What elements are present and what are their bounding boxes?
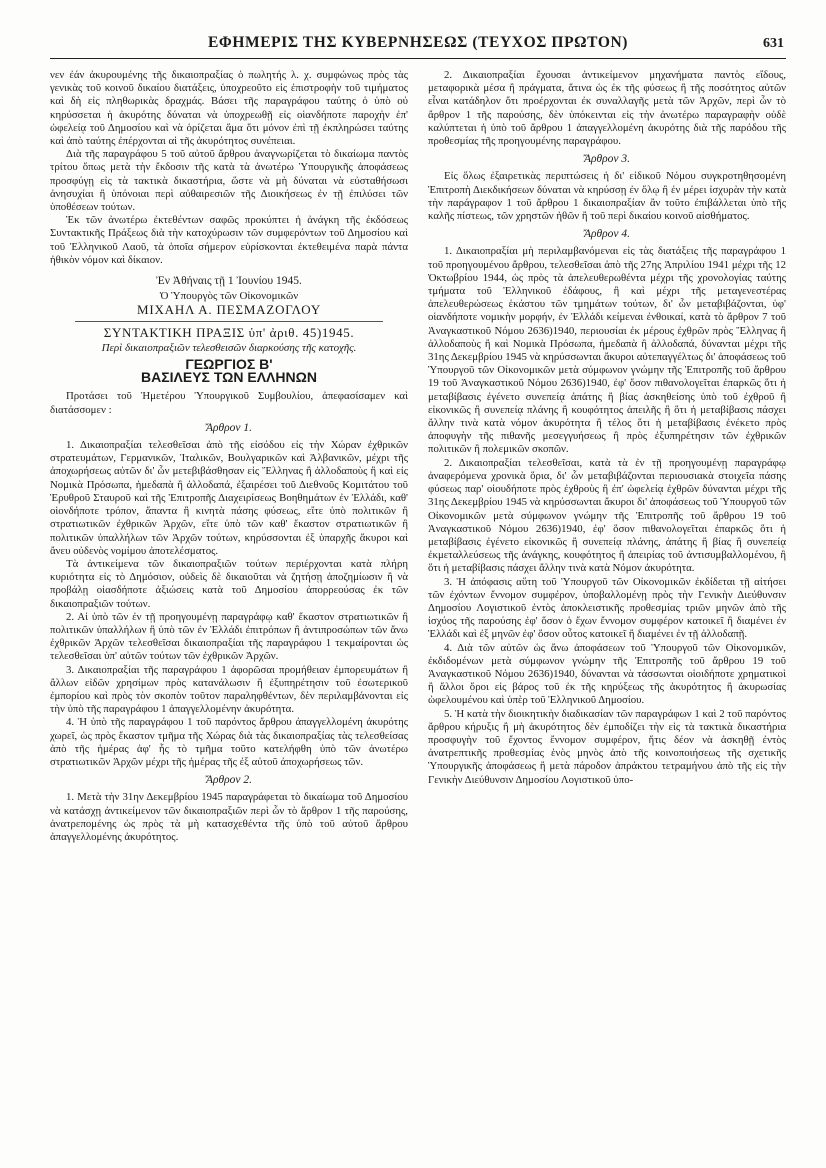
paragraph: Διὰ τῆς παραγράφου 5 τοῦ αὐτοῦ ἄρθρου ἀναγνωρίζεται τὸ δικαίωμα παντὸς τρίτου ὅπως μετὰ τὴν ἔκδοσιν τῆς κατὰ τὰ ἀνωτέρω Ὑπουργικῆς ἀποφάσεως προσφύγῃ εἰς τὰ τακτικὰ δικαστήρια, ὥστε νὰ μὴ δύναται νὰ εὐσταθήσωσι ἀνησυχίαι ἢ ὑπόνοιαι περὶ αὐθαιρεσιῶν τῆς Διοικήσεως ἐν τῇ ἐπιλύσει τῶν ὑποθέσεων τούτων. [50,148,408,214]
paragraph: 2. Δικαιοπραξίαι τελεσθεῖσαι, κατὰ τὰ ἐν τῇ προηγουμένῃ παραγράφῳ ἀναφερόμενα χρονικὰ ὅρια, δι' ὧν μεταβιβάζονται περιουσιακὰ στοιχεῖα πάσης φύσεως παρ' οἱουδήποτε πρὸς ἐχθροὺς ἢ ἐπ' ὠφελείᾳ ἐχθρῶν δύνανται μέχρι τῆς 31ης Δεκεμβρίου 1945 νὰ κηρύσσωνται ἄκυροι δι' ἀποφάσεως τοῦ Ὑπουργοῦ τῶν Οἰκονομικῶν μετὰ σύμφωνον γνώμην τῆς Ἐπιτροπῆς τοῦ ἄρθρου 19 τοῦ Ἀναγκαστικοῦ Νόμου 2636)1940, ἐφ' ὅσον πιθανολογεῖται ἐπαρκῶς ὅτι ἡ μεταβίβασις ἐγένετο εἰκονικῶς ἢ συνεπείᾳ πλάνης, ἀπάτης ἢ βίας ἢ συνεπείᾳ ἐκμεταλλεύσεως τῆς ἀνάγκης, κουφότητος ἢ ἀπειρίας τοῦ ἀντισυμβαλλομένου, ἢ ὅτι ἡ μεταβίβασις πάσχει ἄλλην τινὰ κατὰ Νόμον ἀκυρότητα. [428,456,786,575]
paragraph: Ἐκ τῶν ἀνωτέρω ἐκτεθέντων σαφῶς προκύπτει ἡ ἀνάγκη τῆς ἐκδόσεως Συντακτικῆς Πράξεως διὰ τὴν κατοχύρωσιν τῶν συμφερόντων τοῦ Δημοσίου καὶ τοῦ Ἑλληνικοῦ Λαοῦ, τὰ ὁποῖα σήμερον εὑρίσκονται ἐκτεθειμένα παρὰ πάντα ἠθικὸν νόμον καὶ δίκαιον. [50,214,408,266]
paragraph: 4. Διὰ τῶν αὐτῶν ὡς ἄνω ἀποφάσεων τοῦ Ὑπουργοῦ τῶν Οἰκονομικῶν, ἐκδιδομένων μετὰ σύμφωνον γνώμην τῆς Ἐπιτροπῆς τοῦ ἄρθρου 19 τοῦ Ἀναγκαστικοῦ Νόμου 2636)1940, δύνανται νὰ τάσσωνται οἱοιδήποτε χρηματικοὶ ἢ ἄλλοι ὅροι εἰς βάρος τοῦ ἐκ τῆς κηρύξεως τῆς ἀκυρότητος ἢ ἀκυρωσίας ὠφελουμένου καὶ ὑπὲρ τοῦ Ἑλληνικοῦ Δημοσίου. [428,641,786,707]
paragraph: 3. Ἡ ἀπόφασις αὕτη τοῦ Ὑπουργοῦ τῶν Οἰκονομικῶν ἐκδίδεται τῇ αἰτήσει τῶν ἐχόντων ἔννομον συμφέρον, ὑποβαλλομένῃ πρὸς τὴν Γενικὴν Διεύθυνσιν Δημοσίου Λογιστικοῦ ἐντὸς ἀποκλειστικῆς προθεσμίας τριῶν μηνῶν ἀπὸ τῆς ἰσχύος τῆς παρούσης ἐφ' ὅσον ὁ ἔχων ἔννομον συμφέρον κατοικεῖ ἢ διαμένει ἐν Ἑλλάδι καὶ ἐξ μηνῶν ἐφ' ὅσον οὗτος κατοικεῖ ἢ διαμένει ἐν τῇ ἀλλοδαπῇ. [428,575,786,641]
article-heading: Ἄρθρον 1. [205,421,253,434]
text-columns [50,69,786,844]
paragraph: 4. Ἡ ὑπὸ τῆς παραγράφου 1 τοῦ παρόντος ἄρθρου ἀπαγγελλομένη ἀκυρότης χωρεῖ, ὡς πρὸς ἕκαστον τμῆμα τῆς Χώρας διὰ τὰς δικαιοπραξίας τὰς τελεσθείσας ἀπὸ τῆς ἡμέρας ἀφ' ἧς τὸ τμῆμα τοῦτο κατελήφθη ὑπὸ τῶν ἀνωτέρω στρατιωτικῶν Ἀρχῶν μέχρι τῆς ἡμέρας τῆς ἐξ αὐτοῦ ἀποχωρήσεως τῶν. [50,716,408,768]
act-title: ΣΥΝΤΑΚΤΙΚΗ ΠΡΑΞΙΣ ὑπ' ἀριθ. 45)1945. [75,321,383,339]
right-column [428,69,786,844]
king-title: ΒΑΣΙΛΕΥΣ ΤΩΝ ΕΛΛΗΝΩΝ [141,369,317,386]
act-subtitle: Περὶ δικαιοπραξιῶν τελεσθεισῶν διαρκούσης τῆς κατοχῆς. [101,341,357,354]
paragraph: Εἰς ὅλως ἐξαιρετικὰς περιπτώσεις ἡ δι' εἰδικοῦ Νόμου συγκροτηθησομένη Ἐπιτροπὴ Διεκδικήσεων δύναται νὰ κηρύσσῃ ἐν ὅλῳ ἢ ἐν μέρει ἰσχυρὰν τὴν κατὰ τὴν παράγραφον 1 τοῦ ἄρθρου 1 δικαιοπραξίαν ἂν τοῦτο ἐπιβάλλεται ὑπὸ τῆς καλῆς πίστεως, τῶν χρηστῶν ἠθῶν ἢ τοῦ περὶ δικαίου κοινοῦ αἰσθήματος. [428,170,786,223]
paragraph: 2. Δικαιοπραξίαι ἔχουσαι ἀντικείμενον μηχανήματα παντὸς εἴδους, μεταφορικὰ μέσα ἢ πράγματα, ἅτινα ὡς ἐκ τῆς φύσεως ἢ τῆς ποσότητος αὐτῶν εἶναι κατάδηλον ὅτι προέρχονται ἐκ συναλλαγῆς μετὰ τῶν Ἀρχῶν, περὶ ὧν τὸ ἄρθρον 1 τῆς παρούσης, δὲν ὑπόκεινται εἰς τὴν ἀνωτέρω παραγραφὴν οὐδὲ καλύπτεται ἡ ὑπὸ τοῦ ἄρθρου 1 ἀπαγγελλομένη ἀκυρότης διὰ τῆς παρόδου τῆς προθεσμίας τῆς προηγουμένης παραγράφου. [428,69,786,148]
article-heading: Ἄρθρον 4. [583,228,631,241]
paragraph: 5. Ἡ κατὰ τὴν διοικητικὴν διαδικασίαν τῶν παραγράφων 1 καὶ 2 τοῦ παρόντος ἄρθρου κήρυξις ἢ μὴ ἀκυρότητος δὲν ἐμποδίζει τὴν εἰς τὰ τακτικὰ δικαστήρια προσφυγὴν τοῦ ἔχοντος ἔννομον συμφέρον, ἥτις δέον νὰ ἀσκηθῇ ἐντὸς ἀνατρεπτικῆς προθεσμίας ἑνὸς μηνὸς ἀπὸ τῆς κοινοποιήσεως τῆς σχετικῆς Ὑπουργικῆς ἀποφάσεως ἢ μετὰ πάροδον ἀπράκτου τετραμήνου ἀπὸ τῆς εἰς τὴν Γενικὴν Διεύθυνσιν Δημοσίου Λογιστικοῦ ὑπο- [428,707,786,786]
signature-date: Ἐν Ἀθήναις τῇ 1 Ἰουνίου 1945. [156,275,302,288]
minister-role: Ὁ Ὑπουργὸς τῶν Οἰκονομικῶν [159,290,299,303]
page-number: 631 [763,36,784,51]
article-heading: Ἄρθρον 2. [205,774,253,787]
gazette-title: ΕΦΗΜΕΡΙΣ ΤΗΣ ΚΥΒΕΡΝΗΣΕΩΣ (ΤΕΥΧΟΣ ΠΡΩΤΟΝ) [207,34,629,51]
paragraph: Τὰ ἀντικείμενα τῶν δικαιοπραξιῶν τούτων περιέρχονται κατὰ πλήρη κυριότητα εἰς τὸ Δημόσιον, οὐδεὶς δὲ δικαιοῦται νὰ ζητήσῃ ἀποζημίωσιν ἢ νὰ προβάλῃ οἱασδήποτε ἀξιώσεις κατὰ τοῦ Δημοσίου ἀπορρεούσας ἐκ τῶν δικαιοπραξιῶν τούτων. [50,557,408,610]
article-heading: Ἄρθρον 3. [583,153,631,166]
paragraph: 3. Δικαιοπραξίαι τῆς παραγράφου 1 ἀφορῶσαι προμήθειαν ἐμπορευμάτων ἢ ἄλλων εἰδῶν χρησίμων πρὸς κατανάλωσιν ἢ ἐξυπηρέτησιν τοῦ ἐσωτερικοῦ ἐμπορίου καὶ πρὸς τὸν σκοπὸν τοῦτον παραληφθέντων, δὲν περιλαμβάνονται εἰς τὴν ὑπὸ τῆς παραγράφου 1 ἀπαγγελλομένην ἀκυρότητα. [50,663,408,716]
king-name: ΓΕΩΡΓΙΟΣ Β' [185,356,273,373]
paragraph: νεν ἐάν ἀκυρουμένης τῆς δικαιοπραξίας ὁ πωλητής λ. χ. συμφώνως πρὸς τὰς γενικὰς τοῦ κοινοῦ δικαίου διατάξεις, ὑποχρεοῦτο εἰς ἐπιστροφὴν τοῦ τιμήματος καὶ δὴ εἰς πληθωρικὰς δραχμάς. Βάσει τῆς παραγράφου ταύτης ὁ ὑπὸ οὐ κηρύσσεται ἡ ἀκυρότης δύναται νὰ ὑποχρεωθῇ εἰς οἱανδήποτε παροχὴν ἐπ' ὠφελείᾳ τοῦ Δημοσίου καὶ νὰ ὁρίζεται ἅμα ὅτι μόνον ἐπὶ τῇ ἐκπληρώσει ταύτης καὶ ἀπὸ ταύτης ἐπέρχονται αἱ τῆς ἀκυρότητος συνέπειαι. [50,69,408,148]
paragraph: 1. Δικαιοπραξίαι τελεσθεῖσαι ἀπὸ τῆς εἰσόδου εἰς τὴν Χώραν ἐχθρικῶν στρατευμάτων, Γερμανικῶν, Ἰταλικῶν, Βουλγαρικῶν καὶ Ἀλβανικῶν, μέχρι τῆς ἀποχωρήσεως αὐτῶν δι' ὧν μετεβιβάσθησαν εἰς Ἕλληνας ἢ ἀλλοδαποὺς ἢ καὶ εἰς Νομικὰ Πρόσωπα, ἡμεδαπὰ ἢ ἀλλοδαπά, ἐξαιρέσει τοῦ Διεθνοῦς Κομιτάτου τοῦ Ἐρυθροῦ Σταυροῦ καὶ τῆς Ἐπιτροπῆς Διαχειρίσεως Βοηθημάτων ἐν Ἑλλάδι, καθ' οἱονδήποτε τρόπον, ἅπαντα ἢ κινητὰ πάσης φύσεως, εἴτε ὑπὸ πολιτικῶν ἢ στρατιωτικῶν ἐχθρικῶν Ἀρχῶν, εἴτε ὑπὸ τῶν καθ' ἕκαστον στρατιωτικῶν ἢ πολιτικῶν ὑπαλλήλων τῶν Ἀρχῶν τούτων, κηρύσσονται ἐξ ὑπαρχῆς ἄκυροι καὶ ἄνευ οὐδενὸς νομίμου ἀποτελέσματος. [50,439,408,557]
paragraph: 2. Αἱ ὑπὸ τῶν ἐν τῇ προηγουμένῃ παραγράφῳ καθ' ἕκαστον στρατιωτικῶν ἢ πολιτικῶν ὑπαλλήλων ἢ ὑπὸ τῶν ἐν Ἑλλάδι ἐπιτρόπων ἢ ἀντιπροσώπων τῶν ἄνω ἐχθρικῶν Ἀρχῶν τελεσθεῖσαι δικαιοπραξίαι τῆς παραγράφου 1 τεκμαίρονται ὡς τελεσθεῖσαι ὑπ' αὐτῶν τούτων τῶν ἐχθρικῶν Ἀρχῶν. [50,610,408,663]
page-header [50,34,786,59]
paragraph: 1. Δικαιοπραξίαι μὴ περιλαμβανόμεναι εἰς τὰς διατάξεις τῆς παραγράφου 1 τοῦ προηγουμένου ἄρθρου, τελεσθεῖσαι ἀπὸ τῆς 27ης Ἀπριλίου 1941 μέχρι τῆς 12 Ὀκτωβρίου 1944, ὡς πρὸς τὰ ἀπελευθερωθέντα μέχρι τῆς χρονολογίας ταύτης τμήματα τοῦ Ἑλληνικοῦ ἐδάφους, ἢ καὶ μέχρι τῆς μεταγενεστέρας ἀπελευθερώσεως ἑκάστου τῶν τμημάτων τούτων, δι' ὧν μεταβιβάζονται, ὑφ' οἱανδήποτε νομικὴν μορφήν, ἐν Ἑλλάδι κείμεναι ἐνθοικαί, κατὰ τὸ ἄρθρον 7 τοῦ Ἀναγκαστικοῦ Νόμου 2636)1940, περιουσίαι ἐκ μέρους ἐχθρῶν πρὸς Ἕλληνας ἢ ἀλλοδαποὺς ἢ καὶ Νομικὰ Πρόσωπα, ἡμεδαπὰ ἢ ἀλλοδαπά, δύνανται μέχρι τῆς 31ης Δεκεμβρίου 1945 νὰ κηρύσσωνται ἄκυροι αὐτεπαγγέλτως δι' ἀποφάσεως τοῦ Ὑπουργοῦ τῶν Οἰκονομικῶν μετὰ σύμφωνον γνώμην τῆς Ἐπιτροπῆς τοῦ ἄρθρου 19 τοῦ Ἀναγκαστικοῦ Νόμου 2636)1940, ἐφ' ὅσον πιθανολογεῖται ἐπαρκῶς ὅτι ἡ μεταβίβασις ἐγένετο συνεπείᾳ ἀπάτης ἢ βίας ἀσκηθείσης ὑπὸ τοῦ ἐχθροῦ ἢ εἰκονικῶς ἢ συνεπείᾳ πλάνης ἢ κουφότητος ἀπειλῆς ἢ ὅτι ἡ μεταβίβασις πάσχει ἄλλην τινὰ κατὰ νόμον ἀκυρότητα ἢ τέλος ὅτι ἡ μεταβίβασις ἐνέκετο πρὸς ἀποφυγὴν τῆς πιθανῆς μεσεγγυήσεως ἢ πρὸς ἐξυπηρέτησιν τῶν ἐχθρικῶν πολιτικῶν ἢ πολεμικῶν σκοπῶν. [428,245,786,456]
preamble: Προτάσει τοῦ Ἡμετέρου Ὑπουργικοῦ Συμβουλίου, ἀπεφασίσαμεν καὶ διατάσσομεν : [50,390,408,416]
left-column [50,69,408,844]
minister-name: ΜΙΧΑΗΛ Α. ΠΕΣΜΑΖΟΓΛΟΥ [136,302,322,318]
paragraph: 1. Μετὰ τὴν 31ην Δεκεμβρίου 1945 παραγράφεται τὸ δικαίωμα τοῦ Δημοσίου νὰ κατάσχῃ ἀντικείμενον τῶν δικαιοπραξιῶν περὶ ὧν τὸ ἄρθρον 1 τῆς παρούσης, ἀνατρεπομένης ὡς πρὸς τὰ μὴ κατασχεθέντα τῆς ὑπὸ τοῦ αὐτοῦ ἄρθρου ἀπαγγελλομένης ἀκυρότητος. [50,791,408,843]
